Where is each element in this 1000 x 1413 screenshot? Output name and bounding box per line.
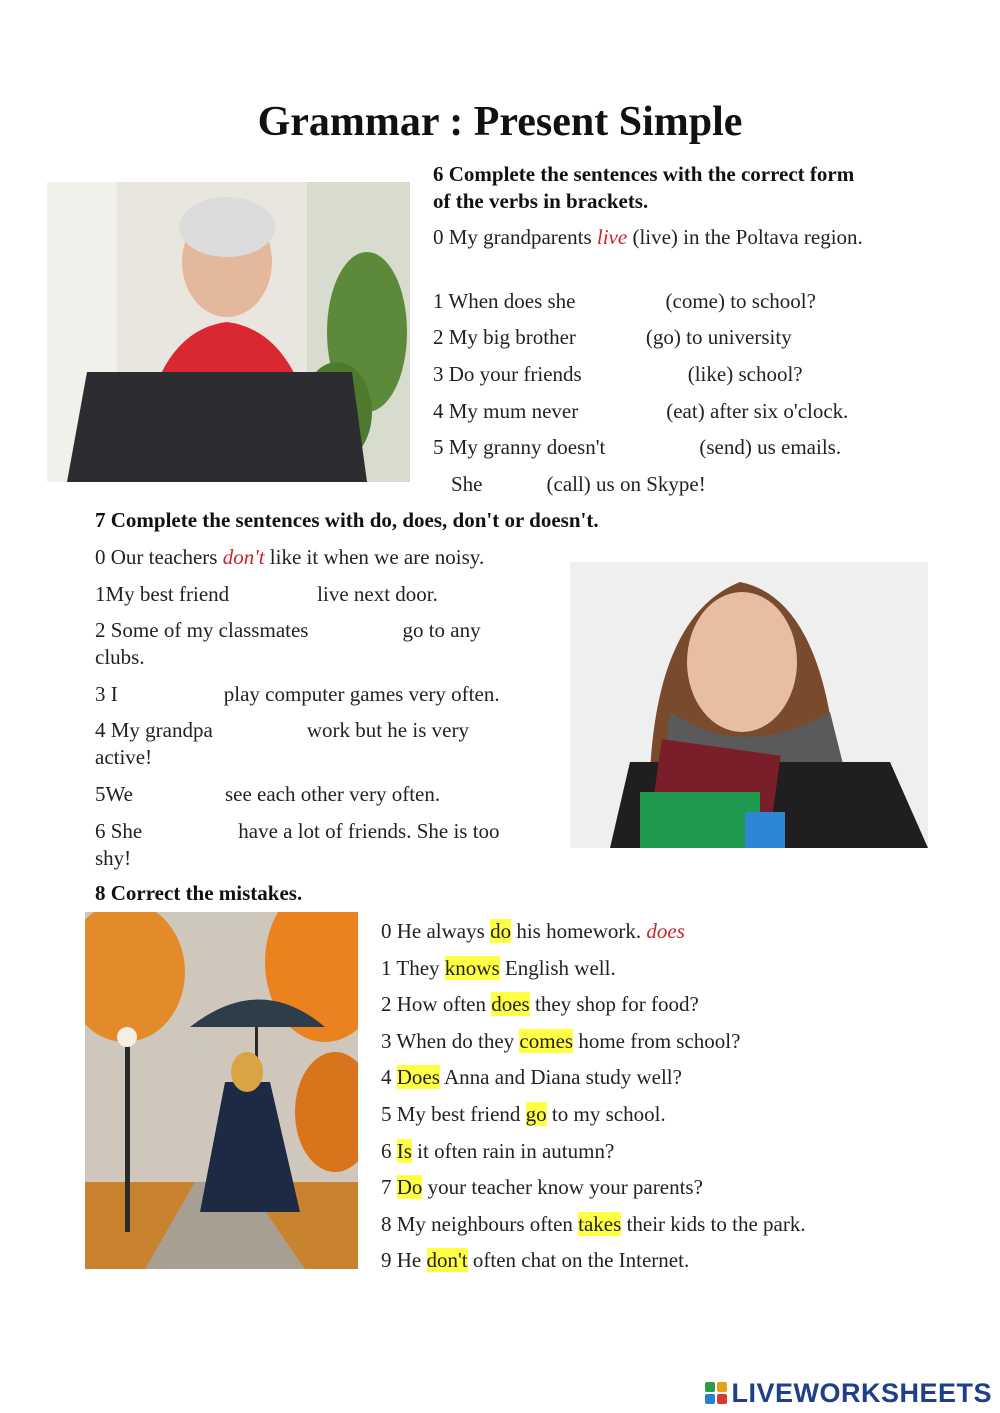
ex7-sentence-2: 2 Some of my classmates go to any xyxy=(95,618,481,642)
brand-name: LIVEWORKSHEETS xyxy=(731,1377,992,1408)
ex6-sentence-0: 0 My grandparents live (live) in the Poltava region. xyxy=(433,225,863,249)
ex7-sentence-5: 5We see each other very often. xyxy=(95,782,441,806)
ex8-item-3: 3 When do they comes home from school? xyxy=(381,1028,741,1053)
ex7-instruction: 7 Complete the sentences with do, does, don't or doesn't. xyxy=(95,508,599,532)
mistake-highlight[interactable]: Is xyxy=(396,1138,412,1163)
mistake-highlight[interactable]: do xyxy=(490,919,512,943)
ex8-item-5: 5 My best friend go to my school. xyxy=(381,1101,666,1126)
ex6-sentence-4: 4 My mum never (eat) after six o'clock. xyxy=(433,399,849,423)
liveworksheets-logo xyxy=(705,1378,992,1408)
mistake-highlight[interactable]: does xyxy=(491,992,530,1017)
ex8-item-2: 2 How often does they shop for food? xyxy=(381,992,699,1017)
mistake-highlight[interactable]: don't xyxy=(426,1248,468,1273)
page-title: Grammar : Present Simple xyxy=(257,99,743,145)
ex8-item-0: 0 He always do his homework. does xyxy=(381,919,685,943)
ex8-instruction: 8 Correct the mistakes. xyxy=(95,881,303,905)
ex6-instruction: 6 Complete the sentences with the correct form of the verbs in brackets. xyxy=(433,162,855,213)
ex6-sentence-5: 5 My granny doesn't (send) us emails. xyxy=(433,435,842,459)
mistake-highlight[interactable]: comes xyxy=(519,1028,574,1053)
ex8-item-8: 8 My neighbours often takes their kids to the park. xyxy=(381,1211,806,1236)
mistake-highlight[interactable]: knows xyxy=(444,955,500,980)
ex6-sentence-5b: She (call) us on Skype! xyxy=(451,472,706,496)
photo-grandmother-laptop xyxy=(47,182,410,482)
mistake-highlight[interactable]: go xyxy=(525,1101,547,1126)
mistake-highlight[interactable]: Do xyxy=(396,1175,423,1200)
ex7-sentence-3: 3 I play computer games very often. xyxy=(95,682,500,706)
ex7-sentence-4: 4 My grandpa work but he is very xyxy=(95,718,469,742)
ex8-item-6: 6 Is it often rain in autumn? xyxy=(381,1138,615,1163)
ex8-item-1: 1 They knows English well. xyxy=(381,955,616,980)
example-answer: does xyxy=(646,919,685,943)
mistake-highlight[interactable]: takes xyxy=(578,1211,622,1236)
liveworksheets-logo-icon xyxy=(705,1382,727,1404)
example-answer: live xyxy=(596,225,628,249)
photo-autumn-umbrella xyxy=(85,912,358,1269)
ex7-sentence-4-cont: active! xyxy=(95,745,153,769)
ex8-item-7: 7 Do your teacher know your parents? xyxy=(381,1175,703,1200)
example-answer: don't xyxy=(222,545,265,569)
ex7-sentence-6-cont: shy! xyxy=(95,846,132,870)
ex6-sentence-3: 3 Do your friends (like) school? xyxy=(433,362,803,386)
ex7-sentence-6: 6 She have a lot of friends. She is too xyxy=(95,819,500,843)
ex7-sentence-2-cont: clubs. xyxy=(95,645,145,669)
ex8-list xyxy=(381,918,806,1284)
mistake-highlight[interactable]: Does xyxy=(396,1065,440,1090)
photo-girl-books xyxy=(570,562,928,848)
ex7-sentence-0: 0 Our teachers don't like it when we are noisy. xyxy=(95,545,485,569)
ex6-sentence-2: 2 My big brother (go) to university xyxy=(433,325,792,349)
ex8-item-9: 9 He don't often chat on the Internet. xyxy=(381,1248,690,1273)
ex8-item-4: 4 Does Anna and Diana study well? xyxy=(381,1065,682,1090)
ex7-sentence-1: 1My best friend live next door. xyxy=(95,582,438,606)
ex6-sentence-1: 1 When does she (come) to school? xyxy=(433,289,816,313)
